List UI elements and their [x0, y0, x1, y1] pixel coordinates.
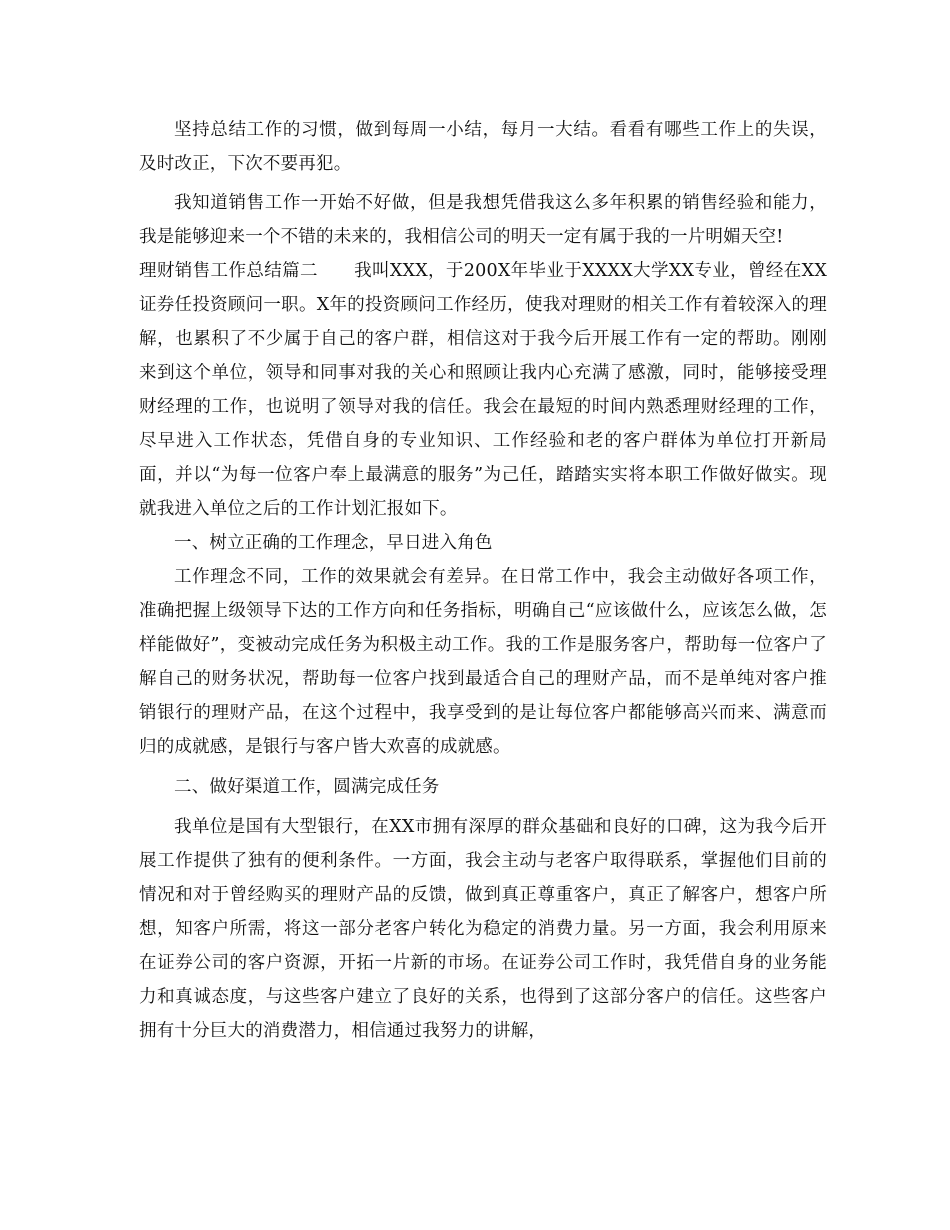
paragraph-channel-work: 我单位是国有大型银行，在XX市拥有深厚的群众基础和良好的口碑，这为我今后开展工作提供了独有的便利条件。一方面，我会主动与老客户取得联系，掌握他们目前的情况和对于曾经购买的理财产品的反馈，做到真正尊重客户，真正了解客户，想客户所想，知客户所需，将这一部分老客户转化为稳定的消费力量。另一方面，我会利用原来在证券公司的客户资源，开拓一片新的市场。在证券公司工作时，我凭借自身的业务能力和真诚态度，与这些客户建立了良好的关系，也得到了这部分客户的信任。这些客户拥有十分巨大的消费潜力，相信通过我努力的讲解，	[139, 817, 827, 1041]
paragraph-sales-confidence: 我知道销售工作一开始不好做，但是我想凭借我这么多年积累的销售经验和能力，我是能够迎来一个不错的未来的，我相信公司的明天一定有属于我的一片明媚天空!	[139, 193, 827, 247]
heading-channel-work: 二、做好渠道工作，圆满完成任务	[174, 777, 440, 797]
heading-work-concept: 一、树立正确的工作理念，早日进入角色	[174, 533, 493, 553]
section-title: 理财销售工作总结篇二	[139, 261, 318, 281]
paragraph-intro	[139, 254, 827, 526]
document-page	[139, 113, 827, 1048]
paragraph-summary-habit: 坚持总结工作的习惯，做到每周一小结，每月一大结。看看有哪些工作上的失误，及时改正，下次不要再犯。	[139, 120, 827, 174]
paragraph-intro-text: 我叫XXX，于200X年毕业于XXXX大学XX专业，曾经在XX证券任投资顾问一职。X年的投资顾问工作经历，使我对理财的相关工作有着较深入的理解，也累积了不少属于自己的客户群，相信这对于我今后开展工作有一定的帮助。刚刚来到这个单位，领导和同事对我的关心和照顾让我内心充满了感激，同时，能够接受理财经理的工作，也说明了领导对我的信任。我会在最短的时间内熟悉理财经理的工作，尽早进入工作状态，凭借自身的专业知识、工作经验和老的客户群体为单位打开新局面，并以“为每一位客户奉上最满意的服务”为己任，踏踏实实将本职工作做好做实。现就我进入单位之后的工作计划汇报如下。	[139, 261, 827, 519]
paragraph-work-concept: 工作理念不同，工作的效果就会有差异。在日常工作中，我会主动做好各项工作，准确把握上级领导下达的工作方向和任务指标，明确自己“应该做什么，应该怎么做，怎样能做好”，变被动完成任务为积极主动工作。我的工作是服务客户，帮助每一位客户了解自己的财务状况，帮助每一位客户找到最适合自己的理财产品，而不是单纯对客户推销银行的理财产品，在这个过程中，我享受到的是让每位客户都能够高兴而来、满意而归的成就感，是银行与客户皆大欢喜的成就感。	[139, 567, 827, 757]
